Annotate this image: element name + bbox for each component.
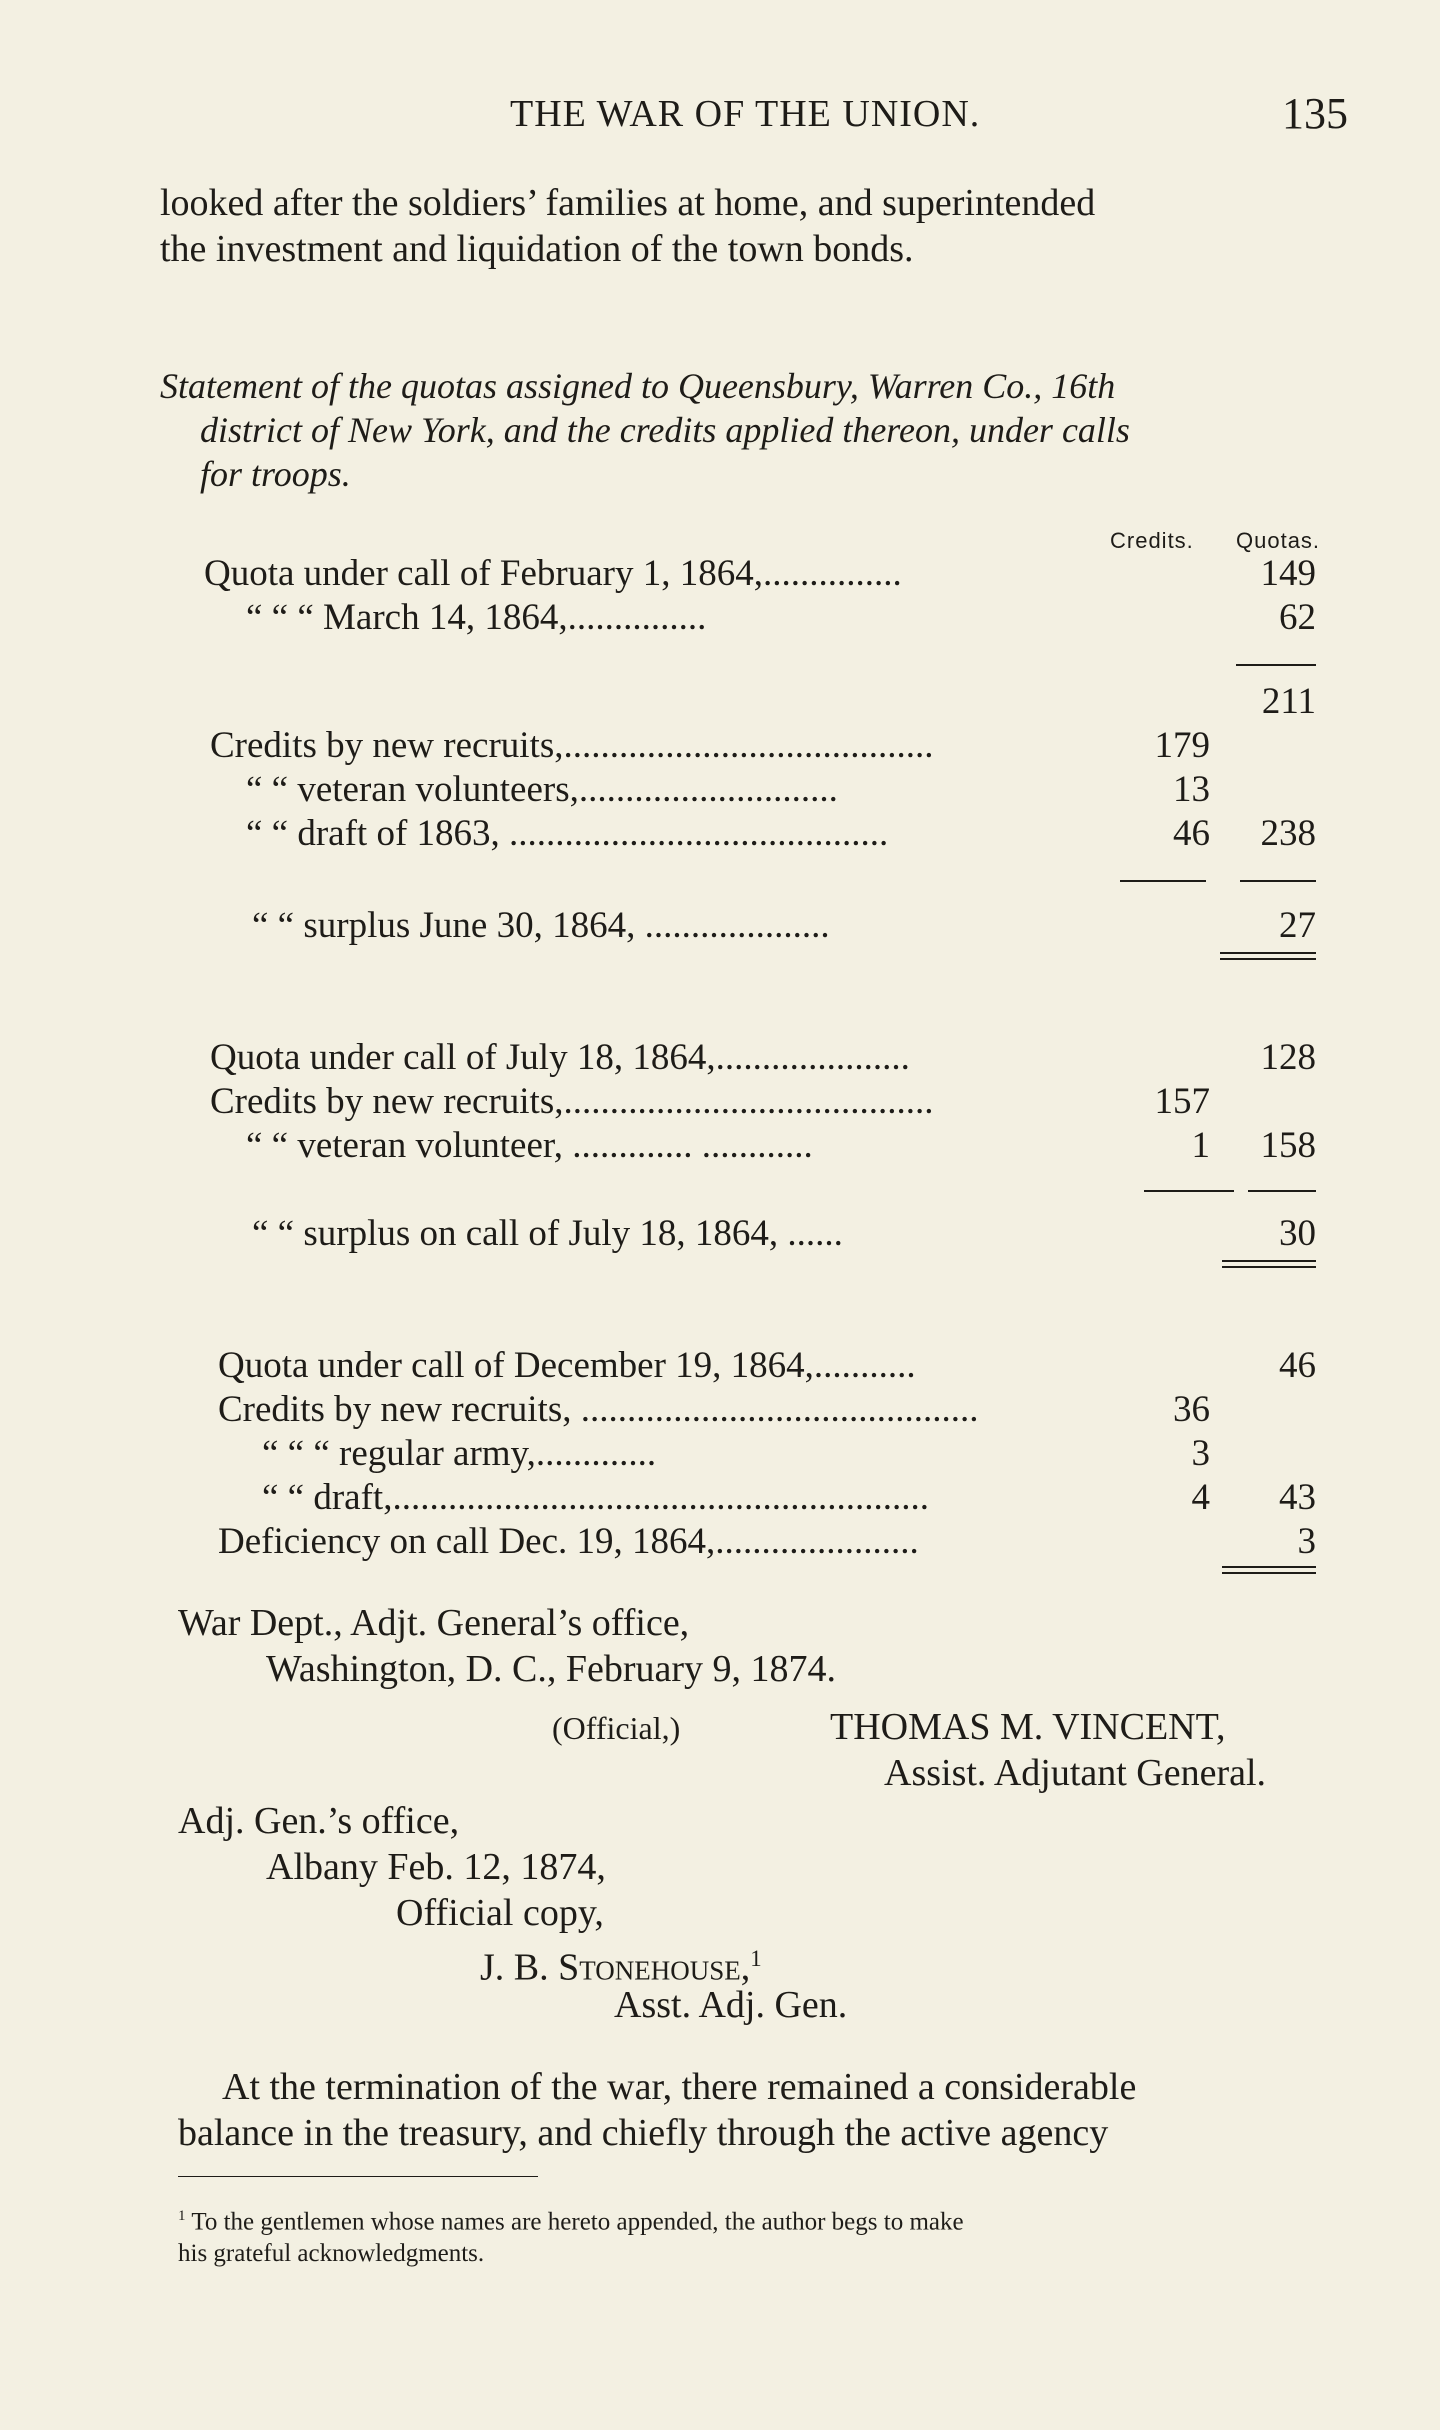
credit-value: 157 (1154, 1081, 1210, 1122)
row-label: “ “ surplus on call of July 18, 1864, ...... (252, 1213, 843, 1254)
credit-value: 179 (1154, 725, 1210, 766)
footnote (178, 2200, 964, 2270)
signer-name: THOMAS M. VINCENT, (830, 1706, 1226, 1748)
row-label: “ “ surplus June 30, 1864, .................... (252, 905, 830, 946)
quota-value: 43 (1279, 1477, 1316, 1518)
credit-value: 3 (1191, 1433, 1210, 1474)
total-double-rule (1220, 958, 1316, 960)
quota-value: 149 (1260, 553, 1316, 594)
sum-rule (1240, 880, 1316, 882)
copy-line: Official copy, (396, 1892, 604, 1934)
quota-value: 27 (1279, 905, 1316, 946)
copy-line: Adj. Gen.’s office, (178, 1800, 460, 1842)
row-label: “ “ “ March 14, 1864,............... (246, 597, 707, 638)
quota-value: 211 (1261, 681, 1316, 722)
footnote-divider (178, 2176, 538, 2177)
sum-rule (1120, 880, 1206, 882)
credit-value: 36 (1173, 1389, 1210, 1430)
closing-line: At the termination of the war, there remained a considerable (222, 2066, 1137, 2108)
row-label: Credits by new recruits,........................................ (210, 725, 934, 766)
quota-value: 238 (1260, 813, 1316, 854)
quotas-column-header: Quotas. (1236, 528, 1321, 553)
official-label: (Official,) (552, 1710, 681, 1746)
certification-line: War Dept., Adjt. General’s office, (178, 1602, 690, 1644)
caption-line: district of New York, and the credits applied thereon, under calls (200, 410, 1130, 450)
intro-line: the investment and liquidation of the town bonds. (160, 228, 914, 270)
credit-value: 4 (1191, 1477, 1210, 1518)
page-number: 135 (1282, 89, 1348, 138)
row-label: Credits by new recruits, ........................................... (218, 1389, 979, 1430)
footnote-line (178, 2200, 964, 2238)
quota-value: 3 (1297, 1521, 1316, 1562)
intro-paragraph (160, 180, 1095, 272)
total-double-rule (1222, 1566, 1316, 1568)
quota-value: 30 (1279, 1213, 1316, 1254)
intro-line: looked after the soldiers’ families at home, and superintended (160, 182, 1096, 224)
row-label: Deficiency on call Dec. 19, 1864,...................... (218, 1521, 919, 1562)
quota-value: 158 (1260, 1125, 1316, 1166)
quota-value: 46 (1279, 1345, 1316, 1386)
credit-value: 1 (1191, 1125, 1210, 1166)
certification-line: Washington, D. C., February 9, 1874. (266, 1648, 837, 1690)
total-double-rule (1222, 1266, 1316, 1268)
row-label: “ “ veteran volunteers,............................ (246, 769, 838, 810)
row-label: “ “ veteran volunteer, ............. ............ (246, 1125, 813, 1166)
footnote-text: To the gentlemen whose names are hereto appended, the author begs to make (191, 2208, 964, 2236)
footnote-line: his grateful acknowledgments. (178, 2240, 485, 2268)
total-double-rule (1222, 1572, 1316, 1574)
sum-rule (1248, 1190, 1316, 1192)
total-double-rule (1222, 1260, 1316, 1262)
row-label: Quota under call of July 18, 1864,..................... (210, 1037, 910, 1078)
signer-title: Assist. Adjutant General. (884, 1752, 1267, 1794)
row-label: “ “ draft,.......................................................... (262, 1477, 929, 1518)
footnote-marker: 1 (178, 2208, 186, 2224)
row-label: Credits by new recruits,........................................ (210, 1081, 934, 1122)
sum-rule (1236, 664, 1316, 666)
row-label: Quota under call of February 1, 1864,............... (204, 553, 902, 594)
credit-value: 46 (1173, 813, 1210, 854)
quota-value: 128 (1260, 1037, 1316, 1078)
row-label: Quota under call of December 19, 1864,........... (218, 1345, 916, 1386)
footnote-reference: 1 (750, 1946, 762, 1971)
total-double-rule (1220, 952, 1316, 954)
closing-line: balance in the treasury, and chiefly through the active agency (178, 2112, 1109, 2154)
caption-line: for troops. (200, 454, 351, 494)
copy-signer-name: J. B. Stonehouse, (480, 1946, 751, 1989)
running-header: THE WAR OF THE UNION. (510, 93, 981, 135)
sum-rule (1144, 1190, 1234, 1192)
row-label: “ “ draft of 1863, ......................................... (246, 813, 889, 854)
row-label: “ “ “ regular army,............. (262, 1433, 657, 1474)
copy-signer-title: Asst. Adj. Gen. (614, 1984, 848, 2026)
caption-line: Statement of the quotas assigned to Queensbury, Warren Co., 16th (160, 366, 1116, 406)
quota-value: 62 (1279, 597, 1316, 638)
credits-column-header: Credits. (1110, 528, 1194, 553)
copy-line: Albany Feb. 12, 1874, (266, 1846, 606, 1888)
credit-value: 13 (1173, 769, 1210, 810)
